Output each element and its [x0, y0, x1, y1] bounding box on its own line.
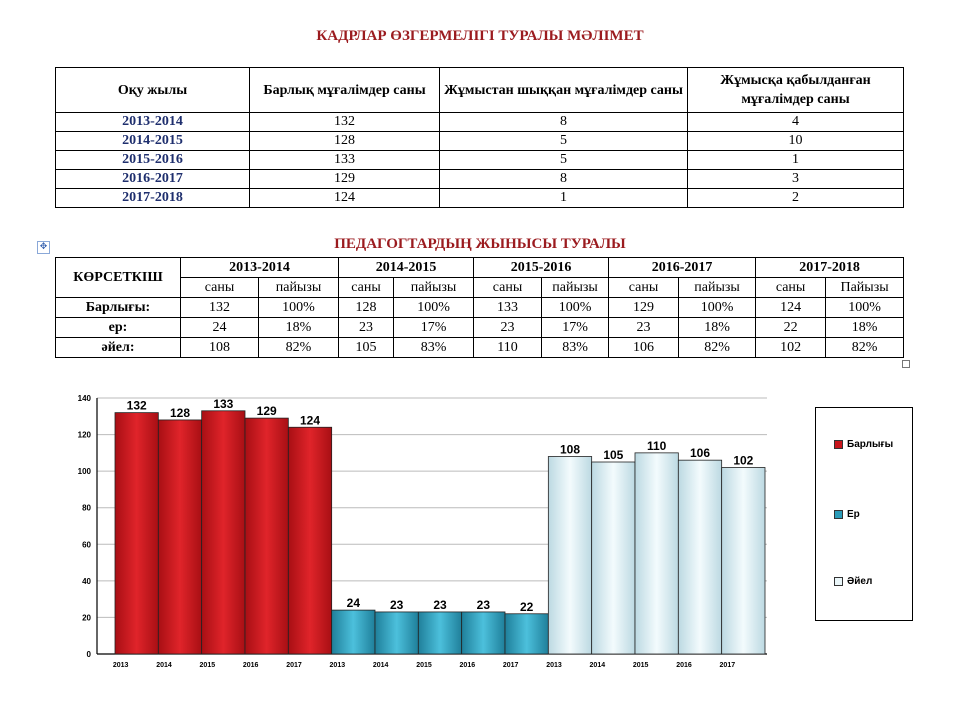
data-label: 128: [169, 405, 191, 420]
x-tick-label: 2015: [199, 662, 216, 669]
cell-value: 124: [756, 298, 826, 318]
row-label: әйел:: [56, 338, 181, 358]
cell-value: 133: [250, 151, 440, 170]
data-label: 23: [476, 597, 491, 612]
y-tick-label: 120: [77, 430, 91, 440]
cell-year: 2017-2018: [56, 189, 250, 208]
bar-Әйел-3: [635, 453, 678, 654]
cell-year: 2016-2017: [56, 170, 250, 189]
cell-value: 110: [474, 338, 542, 358]
data-label: 24: [346, 596, 361, 611]
legend-label: Барлығы: [847, 438, 894, 450]
table-row: [56, 338, 904, 358]
header-academic-year: Оқу жылы: [56, 68, 250, 113]
y-tick-label: 20: [82, 613, 91, 623]
subheader-cell: пайызы: [679, 278, 756, 298]
cell-value: 18%: [826, 318, 904, 338]
x-tick-label: 2016: [676, 662, 692, 669]
bar-Барлығы-3: [202, 411, 245, 654]
cell-value: 17%: [542, 318, 609, 338]
cell-value: 24: [181, 318, 259, 338]
cell-value: 1: [440, 189, 688, 208]
cell-value: 2: [688, 189, 904, 208]
cell-value: 102: [756, 338, 826, 358]
table-row: [56, 113, 904, 132]
year-header-row: [56, 258, 904, 278]
legend-item: [834, 438, 893, 450]
bar-Ер-3: [418, 612, 461, 654]
legend-swatch: [834, 440, 843, 449]
header-total-teachers: Барлық мұғалімдер саны: [250, 68, 440, 113]
cell-value: 132: [250, 113, 440, 132]
table-row: [56, 318, 904, 338]
subheader-cell: саны: [339, 278, 394, 298]
cell-value: 3: [688, 170, 904, 189]
x-tick-label: 2015: [416, 662, 432, 669]
data-label: 132: [126, 398, 147, 413]
cell-value: 128: [339, 298, 394, 318]
bar-Ер-4: [462, 612, 505, 654]
year-header: 2013-2014: [181, 258, 339, 278]
move-handle-icon[interactable]: ✥: [37, 241, 50, 254]
bar-Ер-2: [375, 612, 418, 654]
x-tick-label: 2013: [112, 662, 129, 669]
cell-value: 8: [440, 113, 688, 132]
bar-Барлығы-4: [245, 418, 288, 654]
x-tick-label: 2016: [242, 662, 259, 669]
subheader-row: [56, 278, 904, 298]
x-tick-label: 2017: [286, 662, 302, 669]
table-row: [56, 151, 904, 170]
cell-value: 124: [250, 189, 440, 208]
year-header: 2015-2016: [474, 258, 609, 278]
bar-Ер-5: [505, 614, 548, 654]
table-header-row: [56, 68, 904, 113]
indicator-header: КӨРСЕТКІШ: [56, 258, 181, 298]
x-tick-label: 2014: [372, 662, 389, 669]
cell-value: 10: [688, 132, 904, 151]
bar-Барлығы-1: [115, 413, 158, 654]
cell-value: 105: [339, 338, 394, 358]
cell-value: 133: [474, 298, 542, 318]
data-label: 23: [389, 597, 404, 612]
data-label: 133: [213, 396, 234, 411]
table-row: [56, 298, 904, 318]
cell-value: 5: [440, 151, 688, 170]
legend-swatch: [834, 510, 843, 519]
subheader-cell: Пайызы: [826, 278, 904, 298]
subheader-cell: саны: [756, 278, 826, 298]
data-label: 108: [559, 442, 581, 457]
cell-value: 4: [688, 113, 904, 132]
bar-Әйел-5: [722, 467, 765, 654]
cell-year: 2014-2015: [56, 132, 250, 151]
cell-value: 132: [181, 298, 259, 318]
table-row: [56, 132, 904, 151]
legend-item: [834, 508, 860, 520]
header-left-teachers: Жұмыстан шыққан мұғалімдер саны: [440, 68, 688, 113]
table-row: [56, 189, 904, 208]
x-tick-label: 2017: [719, 662, 736, 669]
legend-swatch: [834, 577, 843, 586]
legend-label: Ер: [847, 508, 860, 520]
cell-value: 100%: [542, 298, 609, 318]
title-gender: ПЕДАГОГТАРДЫҢ ЖЫНЫСЫ ТУРАЛЫ: [334, 236, 626, 252]
subheader-cell: пайызы: [394, 278, 474, 298]
bar-Әйел-1: [548, 457, 591, 654]
data-label: 129: [256, 404, 277, 419]
x-tick-label: 2014: [589, 662, 606, 669]
year-header: 2014-2015: [339, 258, 474, 278]
cell-value: 18%: [259, 318, 339, 338]
year-header: 2016-2017: [609, 258, 756, 278]
cell-value: 1: [688, 151, 904, 170]
bar-Барлығы-5: [288, 427, 331, 654]
subheader-cell: саны: [474, 278, 542, 298]
bar-Ер-1: [332, 610, 375, 654]
chart-legend: [815, 407, 913, 621]
cell-value: 129: [250, 170, 440, 189]
y-tick-label: 60: [82, 540, 91, 550]
cell-year: 2013-2014: [56, 113, 250, 132]
y-tick-label: 100: [77, 467, 91, 477]
header-hired-teachers: Жұмысқа қабылданған мұғалімдер саны: [688, 68, 904, 113]
cell-value: 82%: [679, 338, 756, 358]
bar-Барлығы-2: [158, 420, 201, 654]
cell-value: 8: [440, 170, 688, 189]
y-tick-label: 0: [86, 650, 91, 659]
cell-value: 22: [756, 318, 826, 338]
cell-value: 23: [339, 318, 394, 338]
data-label: 106: [689, 446, 711, 461]
cell-value: 108: [181, 338, 259, 358]
cell-value: 128: [250, 132, 440, 151]
legend-label: Әйел: [847, 575, 873, 587]
data-label: 23: [433, 597, 447, 612]
cell-value: 100%: [679, 298, 756, 318]
data-label: 110: [646, 438, 667, 453]
y-tick-label: 80: [82, 503, 91, 513]
cell-value: 17%: [394, 318, 474, 338]
subheader-cell: саны: [609, 278, 679, 298]
cell-value: 100%: [394, 298, 474, 318]
row-label: Барлығы:: [56, 298, 181, 318]
cell-value: 82%: [259, 338, 339, 358]
staff-changes-table: [55, 67, 904, 208]
cell-value: 83%: [542, 338, 609, 358]
subheader-cell: пайызы: [259, 278, 339, 298]
legend-item: [834, 575, 872, 587]
x-tick-label: 2013: [546, 662, 562, 669]
cell-year: 2015-2016: [56, 151, 250, 170]
title-staff-changes: КАДРЛАР ӨЗГЕРМЕЛІГІ ТУРАЛЫ МӘЛІМЕТ: [316, 28, 644, 44]
teachers-bar-chart: [60, 380, 780, 680]
cell-value: 23: [474, 318, 542, 338]
y-tick-label: 140: [77, 394, 91, 403]
cell-value: 100%: [259, 298, 339, 318]
data-label: 22: [519, 599, 534, 614]
cell-value: 82%: [826, 338, 904, 358]
x-tick-label: 2016: [459, 662, 476, 669]
cell-value: 83%: [394, 338, 474, 358]
x-tick-label: 2014: [156, 662, 172, 669]
y-tick-label: 40: [82, 576, 91, 586]
data-label: 105: [603, 448, 624, 462]
x-tick-label: 2017: [502, 662, 519, 669]
resize-handle[interactable]: [902, 360, 910, 368]
bar-Әйел-2: [592, 462, 635, 654]
cell-value: 5: [440, 132, 688, 151]
data-label: 124: [299, 413, 321, 428]
cell-value: 100%: [826, 298, 904, 318]
row-label: ер:: [56, 318, 181, 338]
subheader-cell: саны: [181, 278, 259, 298]
table-row: [56, 170, 904, 189]
gender-table: [55, 257, 904, 358]
bar-Әйел-4: [678, 460, 721, 654]
data-label: 102: [733, 453, 754, 468]
subheader-cell: пайызы: [542, 278, 609, 298]
x-tick-label: 2015: [632, 662, 649, 669]
cell-value: 129: [609, 298, 679, 318]
year-header: 2017-2018: [756, 258, 904, 278]
x-tick-label: 2013: [329, 662, 346, 669]
cell-value: 23: [609, 318, 679, 338]
cell-value: 18%: [679, 318, 756, 338]
cell-value: 106: [609, 338, 679, 358]
